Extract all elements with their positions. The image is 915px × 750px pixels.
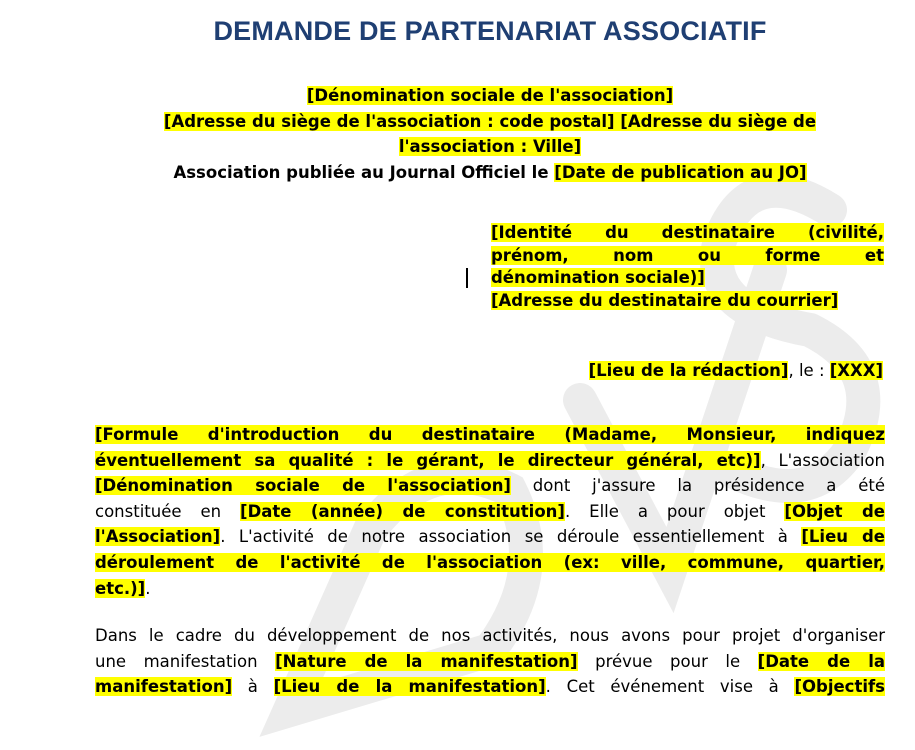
event-place-field[interactable]: [Lieu de la manifestation] bbox=[273, 677, 546, 697]
purpose-field-2[interactable]: l'Association] bbox=[95, 527, 221, 547]
text-run: . Cet événement vise à bbox=[545, 677, 795, 697]
document-title: DEMANDE DE PARTENARIAT ASSOCIATIF bbox=[213, 16, 767, 46]
sender-city-field[interactable]: l'association : Ville] bbox=[398, 137, 582, 156]
sender-block bbox=[95, 83, 885, 185]
association-name-field[interactable]: [Dénomination sociale de l'association] bbox=[95, 476, 511, 496]
recipient-block bbox=[491, 222, 884, 312]
text-cursor bbox=[466, 268, 468, 288]
text-run: à bbox=[232, 677, 274, 697]
text-run: , L'association bbox=[760, 450, 885, 470]
greeting-field[interactable]: [Formule d'introduction du destinataire (Madame, Monsieur, indiquez bbox=[95, 425, 885, 444]
activity-place-field-2[interactable]: déroulement de l'activité de l'association (ex: ville, commune, quartier, bbox=[95, 552, 885, 572]
intro-paragraph bbox=[95, 422, 885, 601]
event-date-field-2[interactable]: manifestation] bbox=[95, 677, 233, 697]
purpose-field[interactable]: [Objet de bbox=[784, 501, 885, 521]
text-run: . L'activité de notre association se déroule essentiellement à bbox=[220, 527, 802, 547]
text-run: Dans le cadre du développement de nos activités, nous avons pour projet d'organiser bbox=[95, 626, 885, 645]
event-objectives-field[interactable]: [Objectifs bbox=[794, 677, 886, 697]
place-date-line bbox=[589, 358, 883, 383]
text-run: constituée en bbox=[95, 501, 241, 521]
sender-address-field[interactable]: [Adresse du siège de l'association : code postal] [Adresse du siège de bbox=[163, 111, 817, 131]
event-date-field[interactable]: [Date de la bbox=[757, 651, 885, 671]
recipient-identity-field-3[interactable]: dénomination sociale)] bbox=[491, 268, 705, 288]
event-paragraph bbox=[95, 623, 885, 700]
text-run: . Elle a pour objet bbox=[564, 501, 785, 521]
date-field[interactable]: [XXX] bbox=[829, 361, 883, 380]
text-run: . bbox=[145, 578, 151, 598]
recipient-identity-field-2[interactable]: prénom, nom ou forme et bbox=[491, 245, 884, 265]
sender-name-field[interactable]: [Dénomination sociale de l'association] bbox=[306, 86, 674, 105]
activity-place-field[interactable]: [Lieu de bbox=[801, 527, 885, 547]
place-field[interactable]: [Lieu de la rédaction] bbox=[588, 361, 789, 380]
text-run: prévue pour le bbox=[577, 651, 758, 671]
text-run: une manifestation bbox=[95, 651, 276, 671]
constitution-date-field[interactable]: [Date (année) de constitution] bbox=[240, 501, 565, 521]
recipient-address-field[interactable]: [Adresse du destinataire du courrier] bbox=[491, 290, 839, 310]
greeting-field-2[interactable]: éventuellement sa qualité : le gérant, le directeur général, etc)] bbox=[95, 450, 761, 470]
publication-date-field[interactable]: [Date de publication au JO] bbox=[554, 162, 807, 182]
recipient-identity-field[interactable]: [Identité du destinataire (civilité, bbox=[491, 223, 884, 242]
text-run: dont j'assure la présidence a été bbox=[510, 476, 886, 496]
published-label: Association publiée au Journal Officiel le bbox=[173, 162, 555, 182]
activity-place-field-3[interactable]: etc.)] bbox=[95, 578, 146, 598]
date-separator: , le : bbox=[788, 361, 830, 380]
event-nature-field[interactable]: [Nature de la manifestation] bbox=[275, 651, 578, 671]
